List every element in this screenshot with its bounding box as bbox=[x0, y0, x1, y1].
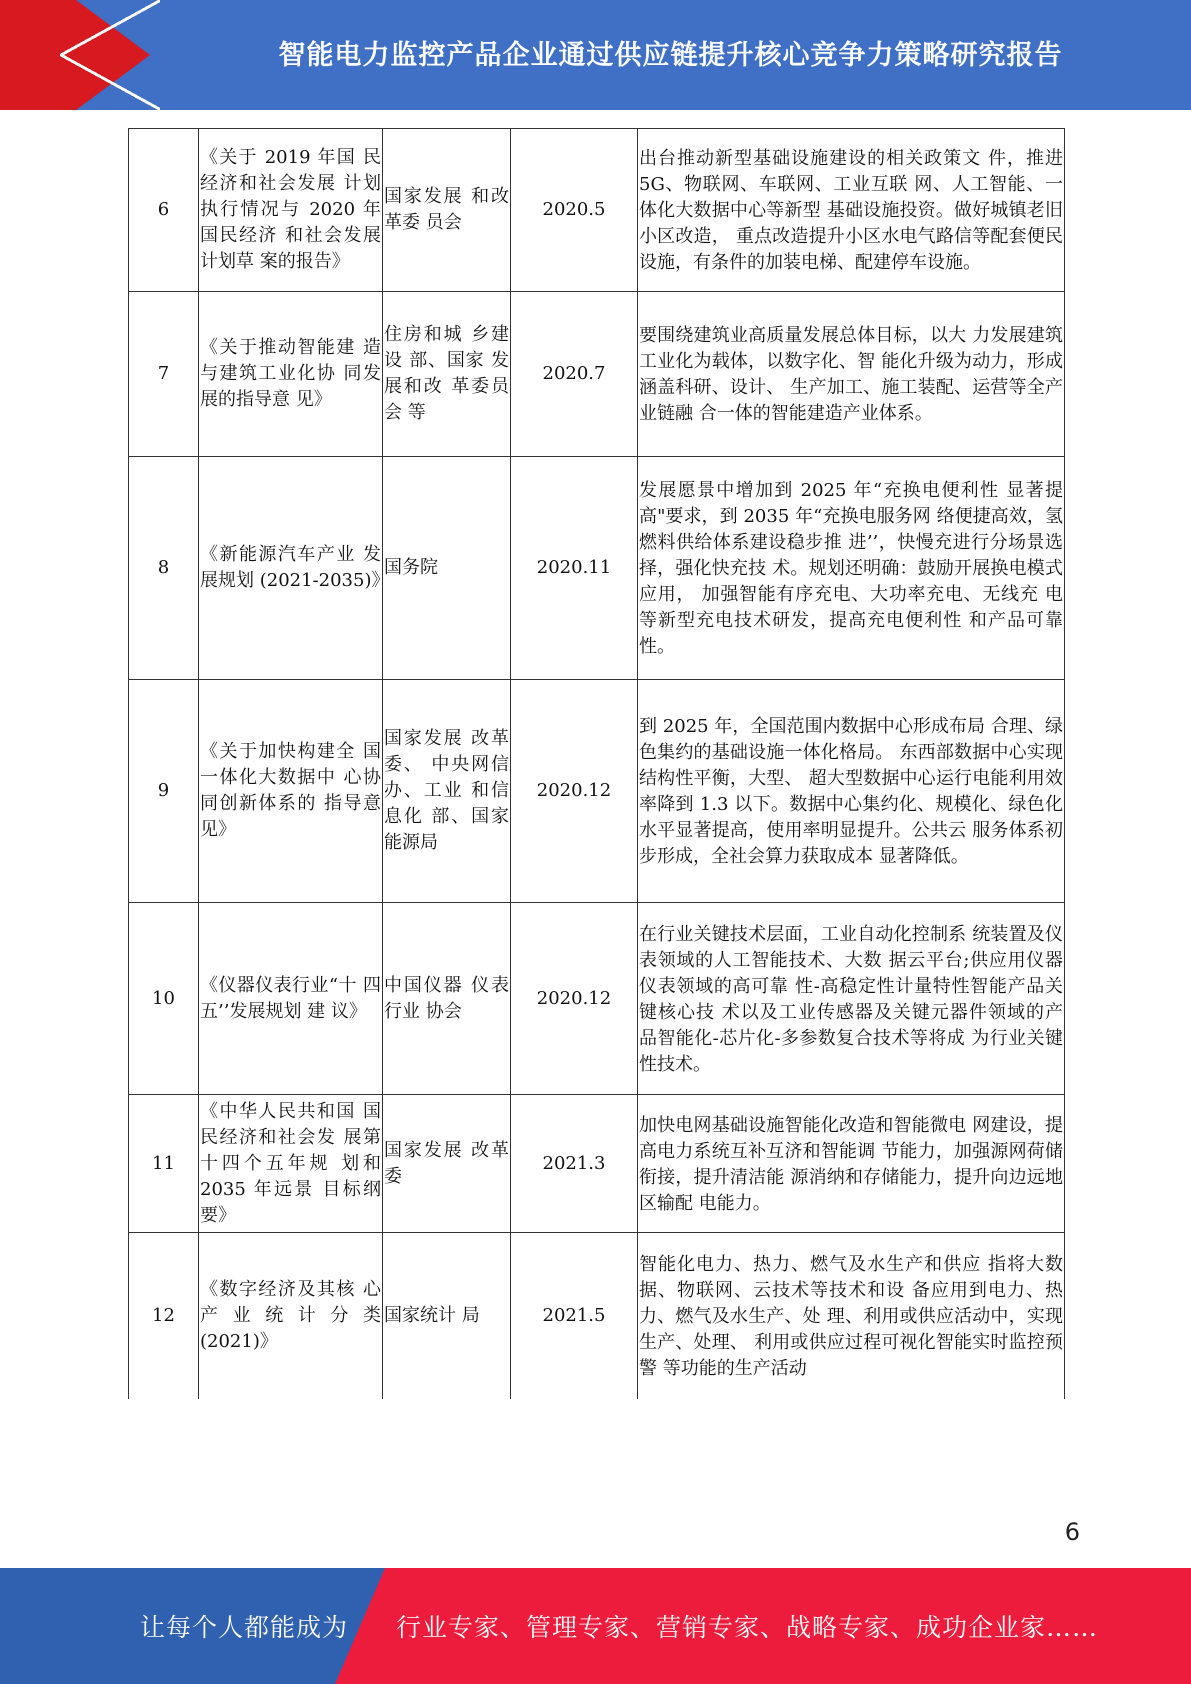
policy-name: 《仪器仪表行业“十 四五’’发展规划 建 议》 bbox=[199, 903, 383, 1095]
issue-date: 2021.3 bbox=[511, 1095, 638, 1233]
row-number: 6 bbox=[129, 129, 199, 292]
header-chevron-stripe bbox=[60, 0, 160, 110]
policy-content: 出台推动新型基础设施建设的相关政策文 件，推进 5G、物联网、车联网、工业互联 网、人工智能、一体化大数据中心等新型 基础设施投资。做好城镇老旧小区改造， 重点改造提升小区水电气路信等配套便民 设施，有条件的加装电梯、配建停车设施。 bbox=[638, 129, 1065, 292]
policy-name: 《数字经济及其核 心产业统计分类 (2021)》 bbox=[199, 1233, 383, 1399]
policy-name: 《关于加快构建全 国一体化大数据中 心协同创新体系的 指导意见》 bbox=[199, 680, 383, 903]
row-number: 8 bbox=[129, 457, 199, 680]
policy-content: 发展愿景中增加到 2025 年“充换电便利性 显著提高"要求，到 2035 年“充换电服务网 络便捷高效，氢燃料供给体系建设稳步推 进’’，快慢充进行分场景选择，强化快充技 术。规划还明确：鼓励开展换电模式应用， 加强智能有序充电、大功率充电、无线充 电等新型充电技术研发，提高充电便利性 和产品可靠性。 bbox=[638, 457, 1065, 680]
issue-date: 2020.11 bbox=[511, 457, 638, 680]
policy-table-wrapper bbox=[128, 128, 1064, 1399]
policy-name: 《新能源汽车产业 发展规划 (2021-2035)》 bbox=[199, 457, 383, 680]
policy-content: 在行业关键技术层面，工业自动化控制系 统装置及仪表领域的人工智能技术、大数 据云平台;供应用仪器仪表领域的高可靠 性-高稳定性计量特性智能产品关键核心技 术以及工业传感器及关键元器件领域的产 品智能化-芯片化-多参数复合技术等将成 为行业关键性技术。 bbox=[638, 903, 1065, 1095]
page-footer bbox=[0, 1568, 1191, 1684]
table-row bbox=[129, 292, 1065, 457]
policy-content: 要围绕建筑业高质量发展总体目标，以大 力发展建筑工业化为载体，以数字化、智 能化升级为动力，形成涵盖科研、设计、 生产加工、施工装配、运营等全产业链融 合一体的智能建造产业体系。 bbox=[638, 292, 1065, 457]
row-number: 12 bbox=[129, 1233, 199, 1399]
issuing-department: 国家发展 改革委 bbox=[383, 1095, 511, 1233]
issuing-department: 国家发展 和改革委 员会 bbox=[383, 129, 511, 292]
issuing-department: 国家发展 改革委、 中央网信 办、工业 和信息化 部、国家 能源局 bbox=[383, 680, 511, 903]
policy-name: 《关于推动智能建 造与建筑工业化协 同发展的指导意 见》 bbox=[199, 292, 383, 457]
table-row bbox=[129, 1095, 1065, 1233]
issue-date: 2020.12 bbox=[511, 680, 638, 903]
issuing-department: 国家统计 局 bbox=[383, 1233, 511, 1399]
policy-content: 加快电网基础设施智能化改造和智能微电 网建设，提高电力系统互补互济和智能调 节能力，加强源网荷储衔接，提升清洁能 源消纳和存储能力，提升向边远地区输配 电能力。 bbox=[638, 1095, 1065, 1233]
policy-content: 到 2025 年，全国范围内数据中心形成布局 合理、绿色集约的基础设施一体化格局。 东西部数据中心实现结构性平衡，大型、 超大型数据中心运行电能利用效率降到 1.3 以下。数据中心集约化、规模化、绿色化 水平显著提高，使用率明显提升。公共云 服务体系初步形成，全社会算力获取成本 显著降低。 bbox=[638, 680, 1065, 903]
report-title: 智能电力监控产品企业通过供应链提升核心竞争力策略研究报告 bbox=[278, 39, 1063, 71]
issue-date: 2020.12 bbox=[511, 903, 638, 1095]
table-row bbox=[129, 457, 1065, 680]
footer-slogan-right: 行业专家、管理专家、营销专家、战略专家、成功企业家…… bbox=[396, 1613, 1099, 1642]
issuing-department: 国务院 bbox=[383, 457, 511, 680]
issue-date: 2020.7 bbox=[511, 292, 638, 457]
table-row bbox=[129, 903, 1065, 1095]
table-row bbox=[129, 680, 1065, 903]
footer-slogan-left: 让每个人都能成为 bbox=[140, 1613, 349, 1642]
row-number: 7 bbox=[129, 292, 199, 457]
policy-name: 《关于 2019 年国 民经济和社会发展 计划执行情况与 2020 年国民经济 和社会发展计划草 案的报告》 bbox=[199, 129, 383, 292]
table-row bbox=[129, 1233, 1065, 1399]
issue-date: 2020.5 bbox=[511, 129, 638, 292]
policy-table bbox=[128, 128, 1065, 1399]
page-header bbox=[0, 0, 1191, 110]
issue-date: 2021.5 bbox=[511, 1233, 638, 1399]
issuing-department: 住房和城 乡建设 部、国家 发展和改 革委员会 等 bbox=[383, 292, 511, 457]
policy-content: 智能化电力、热力、燃气及水生产和供应 指将大数据、物联网、云技术等技术和设 备应用到电力、热力、燃气及水生产、处 理、利用或供应活动中，实现生产、处理、 利用或供应过程可视化智能实时监控预警 等功能的生产活动 bbox=[638, 1233, 1065, 1399]
row-number: 9 bbox=[129, 680, 199, 903]
page-number: 6 bbox=[1064, 1518, 1080, 1546]
row-number: 10 bbox=[129, 903, 199, 1095]
row-number: 11 bbox=[129, 1095, 199, 1233]
issuing-department: 中国仪器 仪表行业 协会 bbox=[383, 903, 511, 1095]
policy-name: 《中华人民共和国 国民经济和社会发 展第十四个五年规 划和 2035 年远景 目标纲要》 bbox=[199, 1095, 383, 1233]
table-row bbox=[129, 129, 1065, 292]
